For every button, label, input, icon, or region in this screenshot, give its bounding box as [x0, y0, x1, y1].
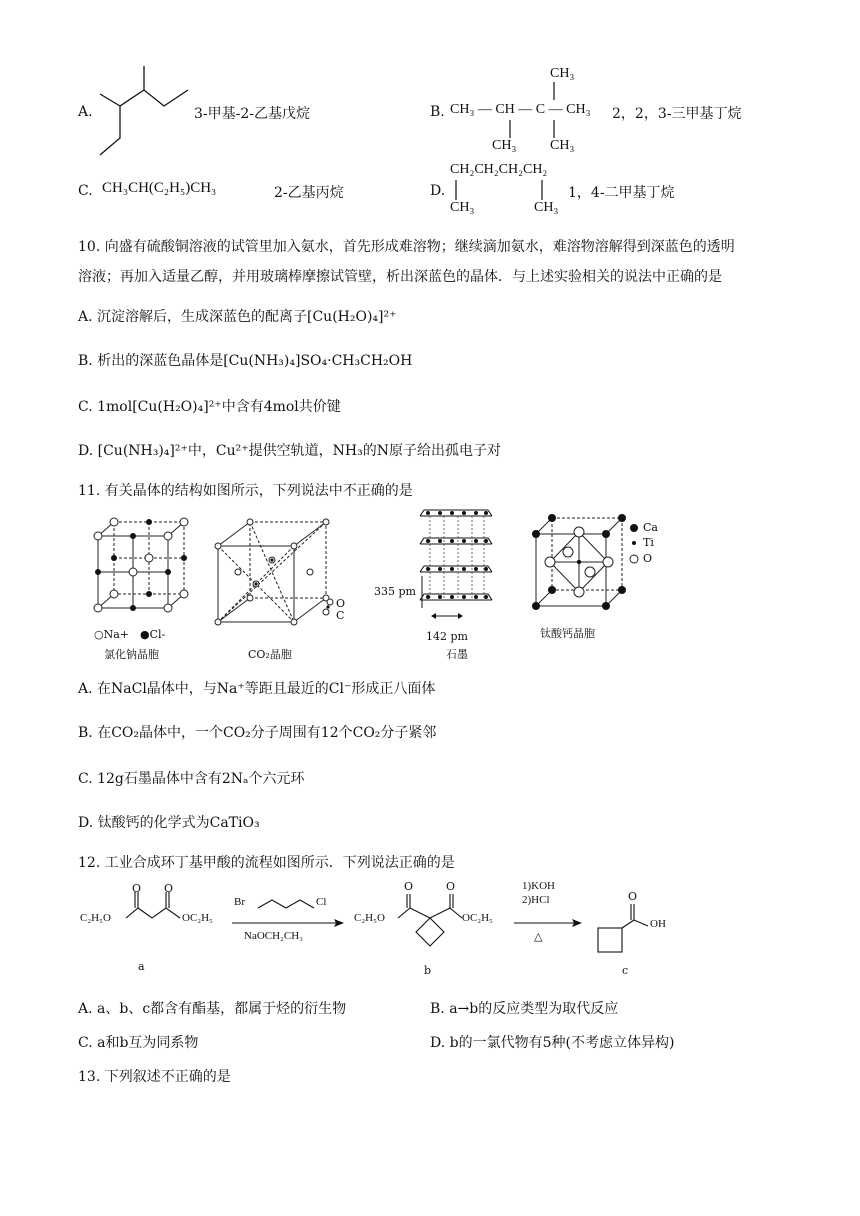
bond-lines [500, 82, 570, 142]
group-left: C₂H₅O [80, 912, 111, 924]
formula-main: CH₃ — CH — C — CH₃ [450, 102, 591, 117]
option-c: C. 12g石墨晶体中含有2Nₐ个六元环 [78, 771, 305, 787]
option-b: B. 析出的深蓝色晶体是[Cu(NH₃)₄]SO₄·CH₃CH₂OH [78, 353, 413, 369]
bond-lines [450, 178, 550, 204]
compound-name: 2，2，3-三甲基丁烷 [612, 106, 742, 122]
option-a: A. 在NaCl晶体中，与Na⁺等距且最近的Cl⁻形成正八面体 [78, 681, 436, 697]
co2-unit-cell-figure [210, 518, 340, 636]
formula-bottom: CH₃ [534, 200, 559, 215]
formula: CH₃CH(C₂H₅)CH₃ [102, 180, 217, 196]
option-label: A. [78, 104, 93, 120]
compound-name: 3-甲基-2-乙基戊烷 [194, 106, 311, 122]
formula-main: CH₂CH₂CH₂CH₂ [450, 162, 548, 177]
hydroxyl-label: OH [650, 918, 666, 930]
option-b: B. a→b的反应类型为取代反应 [430, 1001, 619, 1017]
br-label: Br [234, 896, 245, 908]
option-label: C. [78, 183, 93, 199]
question-stem: 10. 向盛有硫酸铜溶液的试管里加入氨水，首先形成难溶物；继续滴加氨水，难溶物溶解得到深蓝色的透明 [78, 239, 735, 255]
catio3-unit-cell-figure [528, 508, 628, 616]
reaction-arrow-1 [232, 918, 346, 928]
option-b: B. 在CO₂晶体中，一个CO₂分子周围有12个CO₂分子紧邻 [78, 725, 437, 741]
nacl-unit-cell-figure [86, 514, 196, 664]
legend-ca: Ca [643, 521, 658, 534]
figure-caption: 钛酸钙晶胞 [540, 627, 595, 640]
compound-label: a [138, 960, 145, 973]
o-label: O [446, 880, 456, 893]
formula-top: CH₃ [550, 66, 575, 81]
compound-label: b [424, 964, 432, 977]
interlayer-distance: 335 pm [374, 585, 416, 598]
compound-name: 1，4-二甲基丁烷 [568, 185, 675, 201]
label-c: C [336, 609, 345, 622]
question-stem-cont: 溶液；再加入适量乙醇，并用玻璃棒摩擦试管壁，析出深蓝色的晶体．与上述实验相关的说法中正确的是 [78, 269, 722, 285]
o-label: O [132, 882, 142, 895]
group-right: OC₂H₅ [462, 912, 493, 924]
question-stem: 11. 有关晶体的结构如图所示，下列说法中不正确的是 [78, 483, 413, 499]
formula-bottom: CH₃ [550, 138, 575, 153]
question-stem: 12. 工业合成环丁基甲酸的流程如图所示．下列说法正确的是 [78, 855, 455, 871]
group-right: OC₂H₅ [182, 912, 213, 924]
skeletal-structure-a [96, 64, 196, 160]
graphite-structure-figure [414, 504, 498, 630]
group-left: C₂H₅O [354, 912, 385, 924]
question-13-stem: 13. 下列叙述不正确的是 [78, 1069, 231, 1085]
reaction-arrow-2 [514, 918, 584, 928]
option-d: D. b的一氯代物有5种(不考虑立体异构) [430, 1035, 675, 1051]
legend-o: O [643, 552, 653, 565]
condition-2: 2)HCl [522, 894, 550, 906]
o-label: O [628, 890, 638, 903]
option-c: C. 1mol[Cu(H₂O)₄]²⁺中含有4mol共价键 [78, 399, 341, 415]
option-label: D. [430, 183, 446, 199]
condition-1: 1)KOH [522, 880, 555, 892]
option-a: A. 沉淀溶解后，生成深蓝色的配离子[Cu(H₂O)₄]²⁺ [78, 309, 397, 325]
o-label: O [164, 882, 174, 895]
figure-caption: 氯化钠晶胞 [104, 648, 159, 661]
option-c: C. a和b互为同系物 [78, 1035, 199, 1051]
condition-heat: △ [534, 930, 543, 943]
option-d: D. 钛酸钙的化学式为CaTiO₃ [78, 815, 260, 831]
formula-bottom: CH₃ [450, 200, 475, 215]
reagent-structure [256, 896, 316, 916]
figure-caption: 石墨 [446, 648, 468, 661]
legend-cl: ●Cl- [140, 628, 166, 641]
reagent-base: NaOCH₂CH₃ [244, 930, 304, 942]
option-a: A. a、b、c都含有酯基，都属于烃的衍生物 [78, 1001, 347, 1017]
compound-name: 2-乙基丙烷 [274, 185, 344, 201]
figure-caption: CO₂晶胞 [248, 648, 292, 661]
label-o: O [336, 597, 346, 610]
bond-length: 142 pm [426, 630, 468, 643]
cl-label: Cl [316, 896, 327, 908]
formula-bottom: CH₃ [492, 138, 517, 153]
option-d: D. [Cu(NH₃)₄]²⁺中，Cu²⁺提供空轨道，NH₃的N原子给出孤电子对 [78, 443, 501, 459]
compound-label: c [622, 964, 629, 977]
catio3-legend [628, 522, 642, 572]
legend-na: ○Na+ [94, 628, 129, 641]
legend-ti: Ti [643, 536, 654, 549]
o-label: O [404, 880, 414, 893]
option-label: B. [430, 104, 445, 120]
compound-b-structure [396, 888, 470, 958]
